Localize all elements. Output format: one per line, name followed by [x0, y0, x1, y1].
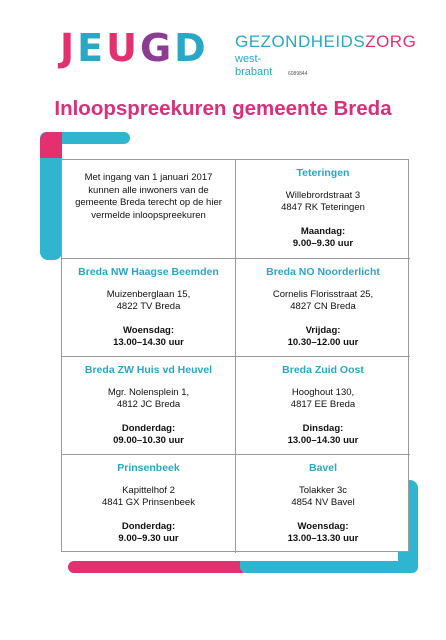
location-city: 4847 RK Teteringen — [281, 202, 365, 213]
location-day: Donderdag: — [121, 422, 176, 434]
logo-letter: J — [60, 26, 78, 70]
location-address — [62, 387, 235, 412]
location-city: 4827 CN Breda — [290, 301, 356, 312]
location-city: 4817 EE Breda — [290, 399, 356, 410]
location-time: 09.00–10.30 uur — [113, 435, 184, 446]
location-name: Bavel — [308, 462, 338, 474]
intro-line: kunnen alle inwoners van de — [88, 184, 209, 196]
location-name: Prinsenbeek — [117, 462, 180, 474]
logo-letter: D — [174, 26, 209, 70]
logo-org-part1: GEZONDHEIDS — [235, 32, 366, 51]
logo-org-part2: ZORG — [365, 32, 417, 51]
location-cell-bavel — [236, 455, 410, 553]
decor-bar-left-accent — [40, 132, 62, 158]
location-name: Teteringen — [296, 167, 350, 179]
page-title: Inloopspreekuren gemeente Breda — [54, 97, 392, 120]
location-name: Breda NO Noorderlicht — [266, 266, 380, 278]
logo-org-name — [235, 32, 416, 52]
location-street: Hooghout 130, — [291, 386, 355, 398]
location-time: 9.00–9.30 uur — [292, 238, 354, 249]
intro-line: gemeente Breda terecht op de hier — [75, 197, 222, 208]
location-name: Breda Zuid Oost — [282, 364, 364, 376]
location-day: Donderdag: — [121, 520, 176, 532]
location-city: 4854 NV Bavel — [291, 497, 355, 508]
intro-line: Met ingang van 1 januari 2017 — [84, 172, 213, 183]
intro-line: vermelde inloopspreekuren — [91, 209, 206, 221]
location-cell-huis-vd-heuvel — [62, 357, 236, 455]
location-cell-prinsenbeek — [62, 455, 236, 553]
location-address — [236, 387, 410, 412]
location-street: Willebrordstraat 3 — [285, 189, 361, 201]
schedule-table — [61, 159, 409, 552]
logo-letter: E — [77, 26, 107, 70]
location-cell-teteringen — [236, 160, 410, 259]
location-address — [236, 289, 410, 314]
logo-region: west-brabant — [235, 53, 273, 78]
logo-word — [60, 26, 209, 70]
location-day: Dinsdag: — [302, 422, 344, 434]
decor-bar-bottom-cyan — [240, 561, 418, 573]
location-name: Breda NW Haagse Beemden — [78, 266, 219, 278]
logo-wordmark — [60, 26, 209, 70]
location-time: 13.00–14.30 uur — [113, 337, 184, 348]
location-street: Kapittelhof 2 — [122, 484, 175, 496]
location-street: Tolakker 3c — [298, 484, 348, 496]
location-street: Muizenberglaan 15, — [106, 288, 191, 300]
location-cell-haagse-beemden — [62, 259, 236, 357]
location-city: 4822 TV Breda — [116, 301, 181, 312]
location-city: 4812 JC Breda — [116, 399, 181, 410]
intro-cell — [62, 160, 236, 259]
location-street: Cornelis Florisstraat 25, — [272, 288, 374, 300]
location-city: 4841 GX Prinsenbeek — [102, 497, 195, 508]
logo-letter: U — [106, 26, 140, 70]
location-time: 9.00–9.30 uur — [118, 533, 179, 544]
logo-letter: G — [139, 26, 175, 70]
location-day: Woensdag: — [297, 520, 349, 532]
location-address — [236, 485, 410, 510]
location-cell-zuid-oost — [236, 357, 410, 455]
location-address — [62, 289, 235, 314]
decor-bar-bottom-pink — [68, 561, 248, 573]
location-address — [236, 190, 410, 215]
location-address — [62, 485, 235, 510]
location-day: Woensdag: — [122, 324, 175, 336]
location-time: 10.30–12.00 uur — [287, 337, 359, 348]
location-time: 13.00–13.30 uur — [287, 533, 359, 544]
location-day: Vrijdag: — [305, 324, 341, 336]
location-day: Maandag: — [300, 225, 346, 237]
logo-code: 6089844 — [288, 71, 308, 77]
location-time: 13.00–14.30 uur — [287, 435, 359, 446]
location-name: Breda ZW Huis vd Heuvel — [84, 364, 213, 376]
location-cell-noorderlicht — [236, 259, 410, 357]
location-street: Mgr. Nolensplein 1, — [107, 386, 190, 398]
